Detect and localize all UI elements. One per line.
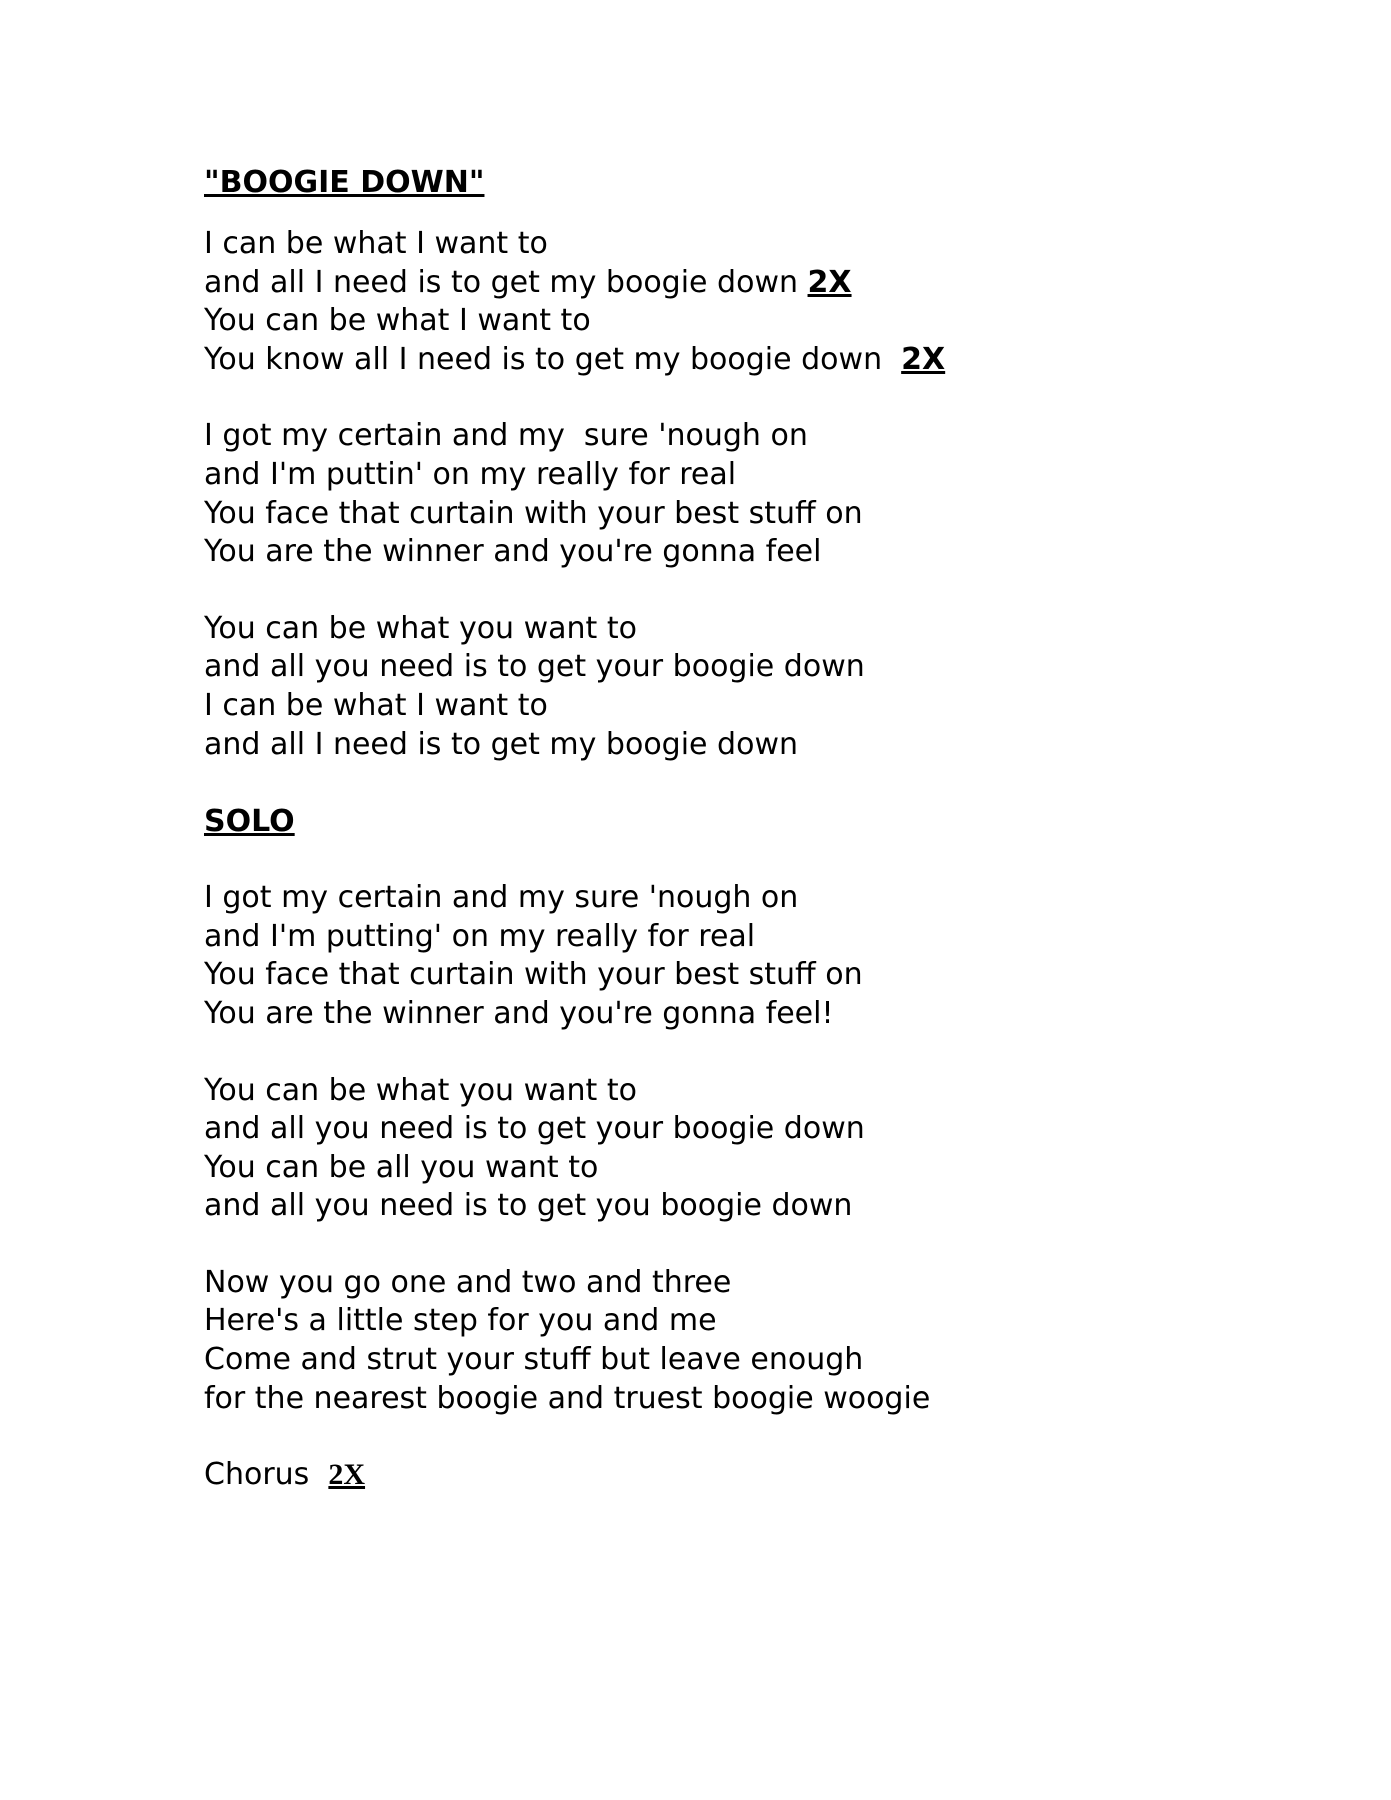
lyric-line: You can be all you want to <box>204 1149 599 1185</box>
stanza-6 <box>204 1264 1304 1418</box>
stanza-1 <box>204 225 1304 379</box>
lyric-line-with-repeat <box>204 264 1304 303</box>
lyric-line-with-repeat <box>204 341 1304 380</box>
lyric-line: You face that curtain with your best stuff on <box>204 495 863 531</box>
solo-heading: SOLO <box>204 804 295 840</box>
lyric-line: Come and strut your stuff but leave enough <box>204 1342 864 1378</box>
stanza-3 <box>204 610 1304 764</box>
chorus-line <box>204 1456 1304 1495</box>
stanza-5 <box>204 1072 1304 1226</box>
lyric-line: I got my certain and my sure 'nough on <box>204 418 808 454</box>
lyric-line: and all you need is to get your boogie down <box>204 649 865 685</box>
stanza-2 <box>204 417 1304 571</box>
lyric-line: You can be what I want to <box>204 303 591 339</box>
chorus-label: Chorus <box>204 1457 329 1493</box>
repeat-marker: 2X <box>807 264 852 300</box>
lyric-line: and all you need is to get your boogie down <box>204 1111 865 1147</box>
repeat-marker: 2X <box>328 1458 366 1492</box>
lyric-line: You are the winner and you're gonna feel! <box>204 995 834 1031</box>
lyric-text: and all I need is to get my boogie down <box>204 264 808 300</box>
lyric-line: and all you need is to get you boogie down <box>204 1188 853 1224</box>
lyric-line: Here's a little step for you and me <box>204 1303 717 1339</box>
lyric-line: and all I need is to get my boogie down <box>204 726 798 762</box>
song-title: "BOOGIE DOWN" <box>204 165 485 200</box>
repeat-marker: 2X <box>901 341 946 377</box>
lyric-line: You can be what you want to <box>204 610 637 646</box>
lyric-line: and I'm putting' on my really for real <box>204 918 756 954</box>
lyric-line: Now you go one and two and three <box>204 1264 732 1300</box>
lyric-line: I can be what I want to <box>204 687 548 723</box>
lyric-line: You can be what you want to <box>204 1072 637 1108</box>
lyric-line: I can be what I want to <box>204 226 548 261</box>
lyric-line: I got my certain and my sure 'nough on <box>204 880 799 916</box>
stanza-4 <box>204 879 1304 1033</box>
lyric-line: for the nearest boogie and truest boogie woogie <box>204 1380 931 1416</box>
lyric-line: You face that curtain with your best stuff on <box>204 957 863 993</box>
lyric-line: You are the winner and you're gonna feel <box>204 534 822 570</box>
lyric-text: You know all I need is to get my boogie down <box>204 341 902 377</box>
lyric-line: and I'm puttin' on my really for real <box>204 456 737 492</box>
lyrics-page <box>204 163 1304 1495</box>
